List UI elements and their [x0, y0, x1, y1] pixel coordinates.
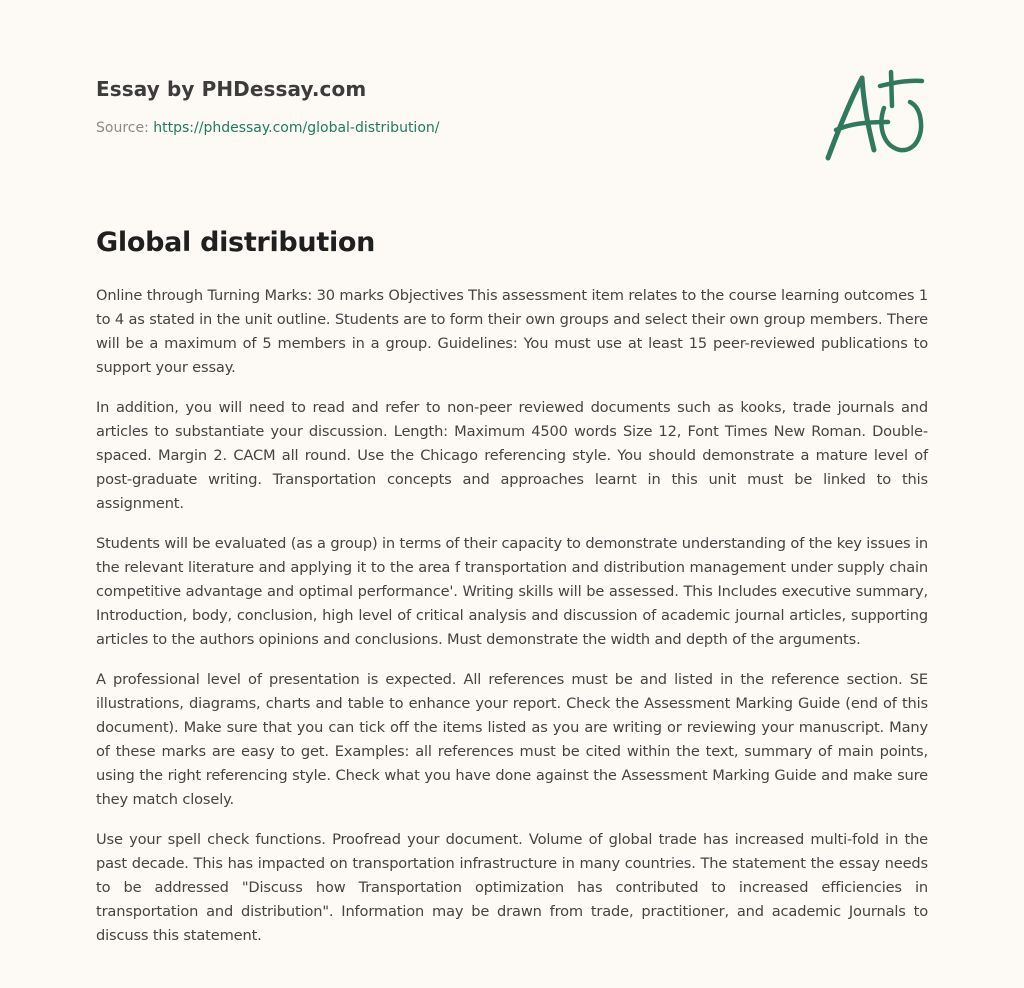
- essay-paragraph: In addition, you will need to read and refer to non-peer reviewed documents such as kooks, trade journals and articles to substantiate your discussion. Length: Maximum 4500 words Size 12, Font Times New Roman. Double-spaced. Margin 2. CACM all round. Use the Chicago referencing style. You should demonstrate a mature level of post-graduate writing. Transportation concepts and approaches learnt in this unit must be linked to this assignment.: [96, 399, 928, 512]
- essay-title: Global distribution: [96, 227, 376, 258]
- essay-body: [96, 284, 928, 964]
- essay-paragraph: Students will be evaluated (as a group) in terms of their capacity to demonstrate understanding of the key issues in the relevant literature and applying it to the area f transportation and distribution management under supply chain competitive advantage and optimal performance'. Writing skills will be assessed. This Includes executive summary, Introduction, body, conclusion, high level of critical analysis and discussion of academic journal articles, supporting articles to the authors opinions and conclusions. Must demonstrate the width and depth of the arguments.: [96, 535, 928, 648]
- source-label: Source:: [96, 120, 154, 136]
- source-line: [96, 118, 439, 138]
- source-link[interactable]: https://phdessay.com/global-distribution/: [153, 120, 440, 136]
- essay-paragraph: Online through Turning Marks: 30 marks Objectives This assessment item relates to the course learning outcomes 1 to 4 as stated in the unit outline. Students are to form their own groups and select their own group members. There will be a maximum of 5 members in a group. Guidelines: You must use at least 15 peer-reviewed publications to support your essay.: [96, 287, 928, 376]
- essay-paragraph: A professional level of presentation is expected. All references must be and listed in the reference section. SE illustrations, diagrams, charts and table to enhance your report. Check the Assessment Marking Guide (end of this document). Make sure that you can tick off the items listed as you are writing or reviewing your manuscript. Many of these marks are easy to get. Examples: all references must be cited within the text, summary of main points, using the right referencing style. Check what you have done against the Assessment Marking Guide and make sure they match closely.: [96, 671, 928, 808]
- site-title: Essay by PHDessay.com: [96, 77, 367, 101]
- page-header: [96, 74, 439, 138]
- essay-paragraph: Use your spell check functions. Proofread your document. Volume of global trade has increased multi-fold in the past decade. This has impacted on transportation infrastructure in many countries. The statement the essay needs to be addressed "Discuss how Transportation optimization has contributed to increased efficiencies in transportation and distribution". Information may be drawn from trade, practitioner, and academic Journals to discuss this statement.: [96, 831, 928, 944]
- a-plus-grade-logo-icon: [818, 66, 930, 166]
